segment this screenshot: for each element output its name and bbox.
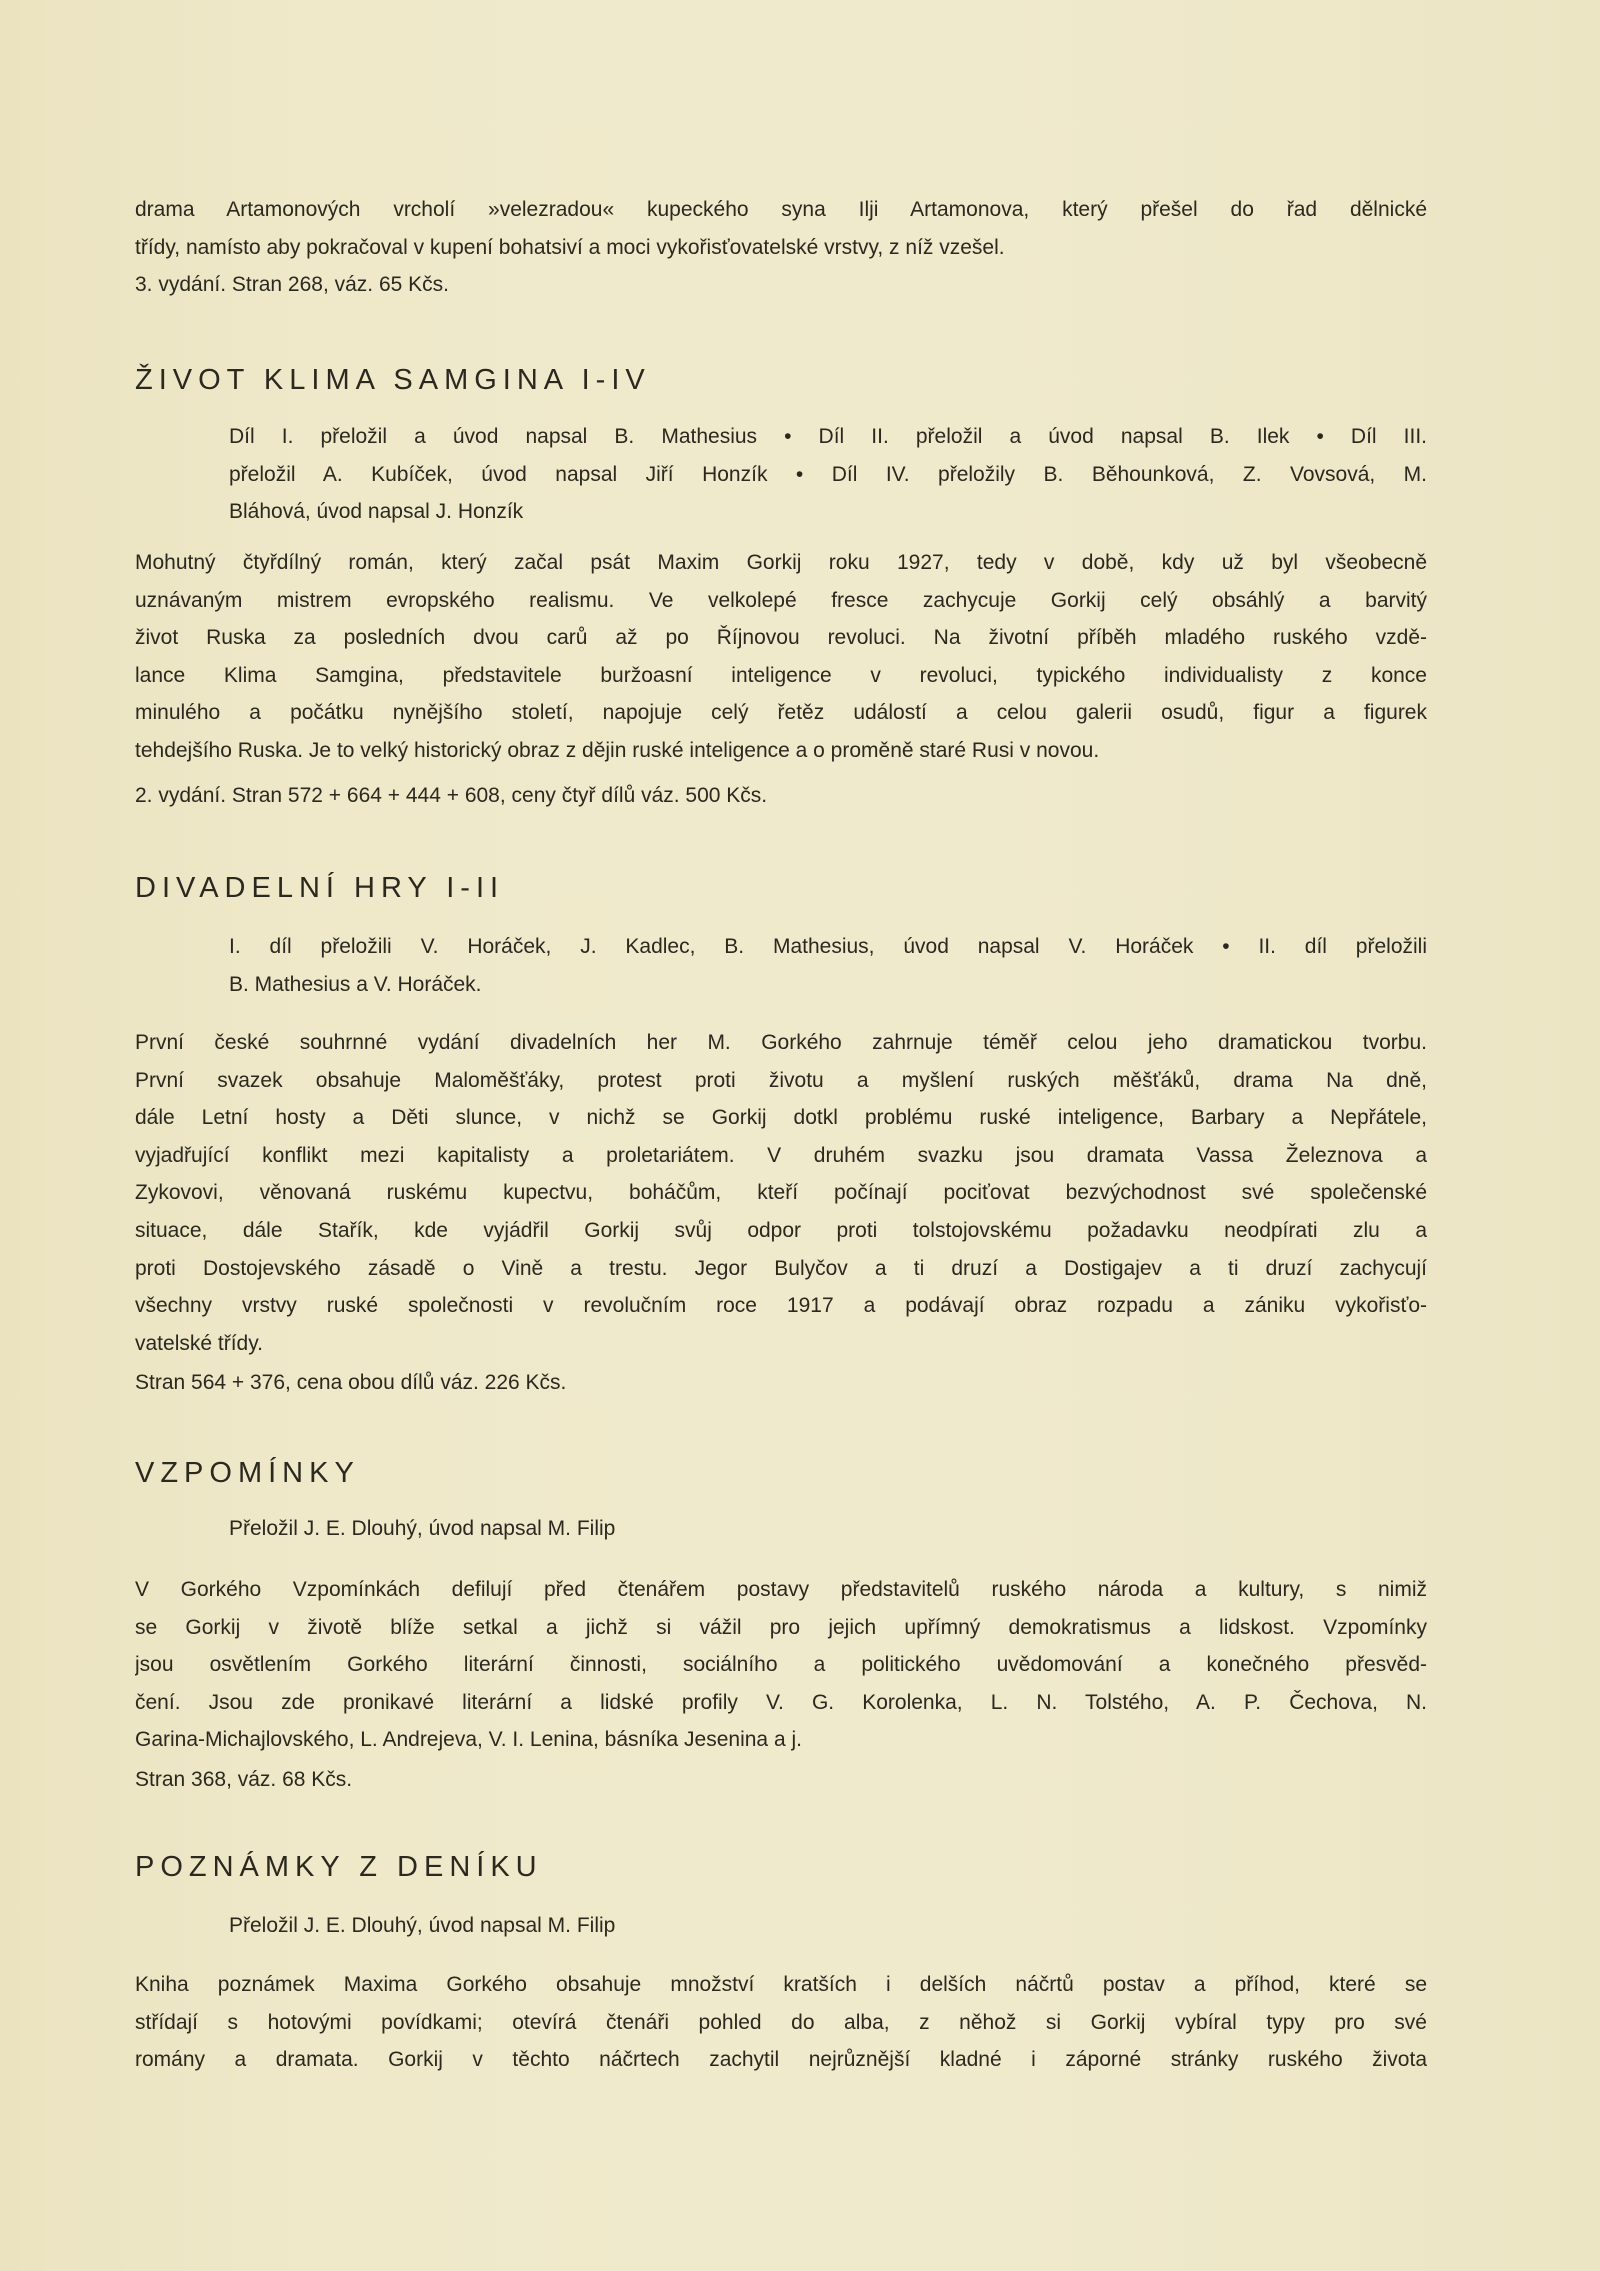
body-line: jsou osvětlením Gorkého literární činnosti, sociálního a politického uvědomování a konečného přesvěd-	[135, 1653, 1427, 1677]
body-line: všechny vrstvy ruské společnosti v revolučním roce 1917 a podávají obraz rozpadu a zániku vykořisťo-	[135, 1294, 1427, 1318]
price-line: Stran 564 + 376, cena obou dílů váz. 226 Kčs.	[135, 1371, 567, 1394]
section-heading: VZPOMÍNKY	[135, 1457, 360, 1489]
credits-line: Díl I. přeložil a úvod napsal B. Mathesius • Díl II. přeložil a úvod napsal B. Ilek • Díl III.	[229, 425, 1427, 448]
price-line: Stran 368, váz. 68 Kčs.	[135, 1768, 353, 1791]
body-line: Garina-Michajlovského, L. Andrejeva, V. I. Lenina, básníka Jesenina a j.	[135, 1728, 802, 1752]
section-heading: DIVADELNÍ HRY I-II	[135, 872, 505, 904]
body-line: vyjadřující konflikt mezi kapitalisty a proletariátem. V druhém svazku jsou dramata Vassa Železnova a	[135, 1143, 1427, 1167]
body-line: romány a dramata. Gorkij v těchto náčrtech zachytil nejrůznější kladné i záporné stránky ruského života	[135, 2048, 1427, 2072]
credits-line: přeložil A. Kubíček, úvod napsal Jiří Honzík • Díl IV. přeložily B. Běhounková, Z. Vovsová, M.	[229, 462, 1427, 486]
body-line: První české souhrnné vydání divadelních her M. Gorkého zahrnuje téměř celou jeho dramatickou tvorbu.	[135, 1031, 1427, 1054]
body-line: tehdejšího Ruska. Je to velký historický obraz z dějin ruské inteligence a o proměně staré Rusi v novou.	[135, 739, 1100, 762]
body-line: Kniha poznámek Maxima Gorkého obsahuje množství kratších i delších náčrtů postav a příhod, které se	[135, 1973, 1427, 1996]
body-line: čení. Jsou zde pronikavé literární a lidské profily V. G. Korolenka, L. N. Tolstého, A. P. Čechova, N.	[135, 1690, 1427, 1714]
body-line: se Gorkij v životě blíže setkal a jichž si vážil pro jejich upřímný demokratismus a lidskost. Vzpomínky	[135, 1615, 1427, 1639]
body-line: V Gorkého Vzpomínkách defilují před čtenářem postavy představitelů ruského národa a kultury, s nimiž	[135, 1578, 1427, 1601]
body-line: život Ruska za posledních dvou carů až po Říjnovou revoluci. Na životní příběh mladého ruského vzdě-	[135, 626, 1427, 650]
body-line: minulého a počátku nynějšího století, napojuje celý řetěz událostí a celou galerii osudů, figur a figurek	[135, 701, 1427, 725]
price-line: 2. vydání. Stran 572 + 664 + 444 + 608, ceny čtyř dílů váz. 500 Kčs.	[135, 784, 768, 807]
credits-line: Přeložil J. E. Dlouhý, úvod napsal M. Filip	[229, 1517, 616, 1540]
body-line: Mohutný čtyřdílný román, který začal psát Maxim Gorkij roku 1927, tedy v době, kdy už byl všeobecně	[135, 551, 1427, 574]
body-line: třídy, namísto aby pokračoval v kupení bohatsiví a moci vykořisťovatelské vrstvy, z níž vzešel.	[135, 235, 1005, 259]
body-line: uznávaným mistrem evropského realismu. Ve velkolepé fresce zachycuje Gorkij celý obsáhlý a barvitý	[135, 588, 1427, 612]
section-heading: ŽIVOT KLIMA SAMGINA I-IV	[135, 364, 651, 396]
credits-line: I. díl přeložili V. Horáček, J. Kadlec, B. Mathesius, úvod napsal V. Horáček • II. díl přeložili	[229, 935, 1427, 958]
body-line: situace, dále Stařík, kde vyjádřil Gorkij svůj odpor proti tolstojovskému požadavku neodpírati zlu a	[135, 1219, 1427, 1242]
credits-line: B. Mathesius a V. Horáček.	[229, 972, 482, 996]
price-line: 3. vydání. Stran 268, váz. 65 Kčs.	[135, 273, 450, 296]
credits-line: Přeložil J. E. Dlouhý, úvod napsal M. Filip	[229, 1914, 616, 1937]
credits-line: Bláhová, úvod napsal J. Honzík	[229, 500, 524, 524]
body-line: střídají s hotovými povídkami; otevírá čtenáři pohled do alba, z něhož si Gorkij vybíral typy pro své	[135, 2010, 1427, 2034]
body-line: drama Artamonových vrcholí »velezradou« kupeckého syna Ilji Artamonova, který přešel do řad dělnické	[135, 198, 1427, 221]
body-line: lance Klima Samgina, představitele buržoasní inteligence v revoluci, typického individualisty z konce	[135, 663, 1427, 687]
body-line: proti Dostojevského zásadě o Vině a trestu. Jegor Bulyčov a ti druzí a Dostigajev a ti druzí zachycují	[135, 1256, 1427, 1280]
body-line: dále Letní hosty a Děti slunce, v nichž se Gorkij dotkl problému ruské inteligence, Barbary a Nepřátele,	[135, 1106, 1427, 1130]
body-line: Zykovovi, věnovaná ruskému kupectvu, boháčům, kteří počínají pociťovat bezvýchodnost své společenské	[135, 1181, 1427, 1205]
body-line: První svazek obsahuje Maloměšťáky, protest proti životu a myšlení ruských měšťáků, drama Na dně,	[135, 1068, 1427, 1092]
section-heading: POZNÁMKY Z DENÍKU	[135, 1851, 543, 1883]
body-line: vatelské třídy.	[135, 1331, 263, 1355]
